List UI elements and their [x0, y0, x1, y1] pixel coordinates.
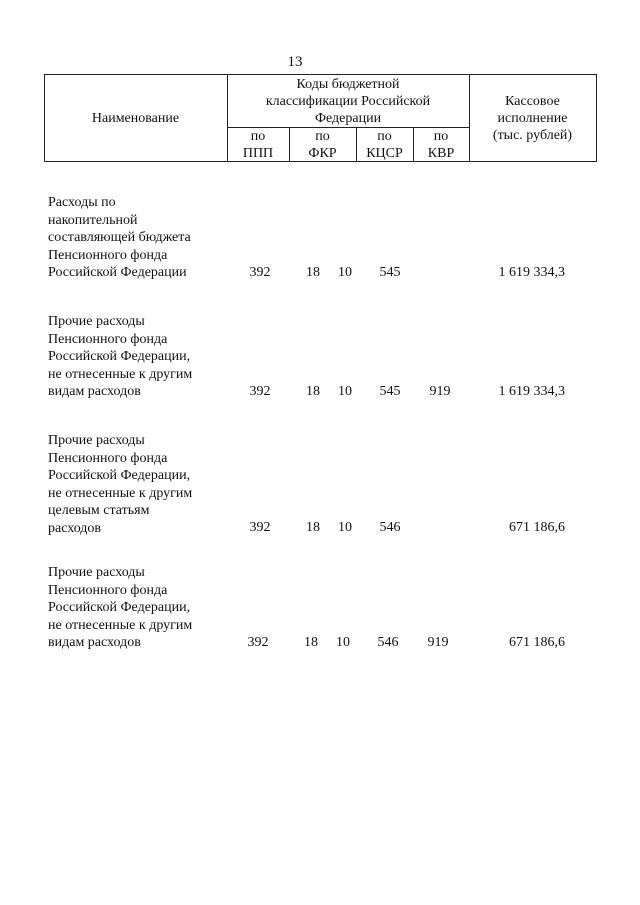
cell-amount: 671 186,6: [509, 635, 565, 650]
name-line: Пенсионного фонда: [48, 247, 168, 263]
kvr-bottom: КВР: [427, 145, 455, 161]
row-name: [48, 432, 223, 537]
ppp-top: по: [250, 128, 266, 144]
cell-ppp: 392: [249, 520, 271, 535]
name-line: Расходы по: [48, 195, 116, 210]
name-line: накопительной: [48, 212, 138, 228]
name-line: Российской Федерации,: [48, 600, 191, 615]
name-line: не отнесенные к другим: [48, 485, 193, 501]
ppp-bottom: ППП: [242, 145, 274, 161]
kvr-top: по: [433, 128, 449, 144]
name-line: Прочие расходы: [48, 565, 145, 580]
cell-fkr-a: 18: [306, 384, 320, 399]
header-amount: [469, 74, 596, 162]
name-line: Российской Федерации,: [48, 349, 191, 364]
header-name: Наименование: [91, 110, 180, 126]
row-name: [48, 313, 223, 401]
amount-line-2: исполнение: [497, 110, 568, 126]
cell-fkr-b: 10: [338, 384, 352, 399]
cell-amount: 671 186,6: [509, 520, 565, 535]
name-line: расходов: [48, 520, 102, 536]
fkr-bottom: ФКР: [308, 145, 337, 161]
cell-fkr-b: 10: [338, 520, 352, 535]
name-line: Прочие расходы: [48, 433, 145, 448]
cell-ppp: 392: [247, 635, 269, 650]
cell-amount: 1 619 334,3: [498, 384, 565, 399]
cell-kcsr: 546: [379, 520, 401, 535]
header-kcsr: [356, 128, 413, 161]
page-number: 13: [287, 54, 303, 70]
header-kvr: [413, 128, 469, 161]
name-line: не отнесенные к другим: [48, 366, 193, 382]
amount-line-1: Кассовое: [505, 93, 560, 109]
cell-fkr-a: 18: [304, 635, 318, 650]
cell-fkr-a: 18: [306, 520, 320, 535]
codes-line-2: классификации Российской: [265, 93, 431, 109]
kcsr-top: по: [377, 128, 392, 144]
name-line: видам расходов: [48, 635, 141, 650]
cell-kcsr: 545: [379, 384, 401, 399]
row-name: [48, 564, 223, 652]
cell-ppp: 392: [249, 384, 271, 399]
cell-fkr-b: 10: [336, 635, 350, 650]
cell-kcsr: 546: [377, 635, 399, 650]
table-header: [44, 74, 597, 162]
name-line: не отнесенные к другим: [48, 617, 193, 633]
header-right-border: [596, 74, 597, 162]
name-line: составляющей бюджета: [48, 230, 191, 245]
header-ppp: [227, 128, 289, 161]
kcsr-bottom: КЦСР: [366, 145, 403, 161]
name-line: Российской Федерации,: [48, 468, 191, 483]
cell-fkr-a: 18: [306, 265, 320, 280]
codes-line-1: Коды бюджетной: [296, 76, 400, 92]
header-fkr: [289, 128, 356, 161]
name-line: Прочие расходы: [48, 314, 145, 329]
name-line: целевым статьям: [48, 503, 150, 518]
name-line: видам расходов: [48, 384, 141, 399]
name-line: Пенсионного фонда: [48, 450, 168, 466]
name-line: Пенсионного фонда: [48, 331, 168, 347]
cell-ppp: 392: [249, 265, 271, 280]
header-codes-group: [227, 75, 469, 127]
name-line: Пенсионного фонда: [48, 582, 168, 598]
codes-line-3: Федерации: [314, 110, 382, 126]
cell-kvr: 919: [429, 384, 451, 399]
cell-fkr-b: 10: [338, 265, 352, 280]
cell-kvr: 919: [427, 635, 449, 650]
row-name: [48, 194, 223, 282]
cell-kcsr: 545: [379, 265, 401, 280]
fkr-top: по: [315, 128, 330, 144]
cell-amount: 1 619 334,3: [498, 265, 565, 280]
amount-line-3: (тыс. рублей): [492, 127, 573, 143]
name-line: Российской Федерации: [48, 265, 187, 280]
